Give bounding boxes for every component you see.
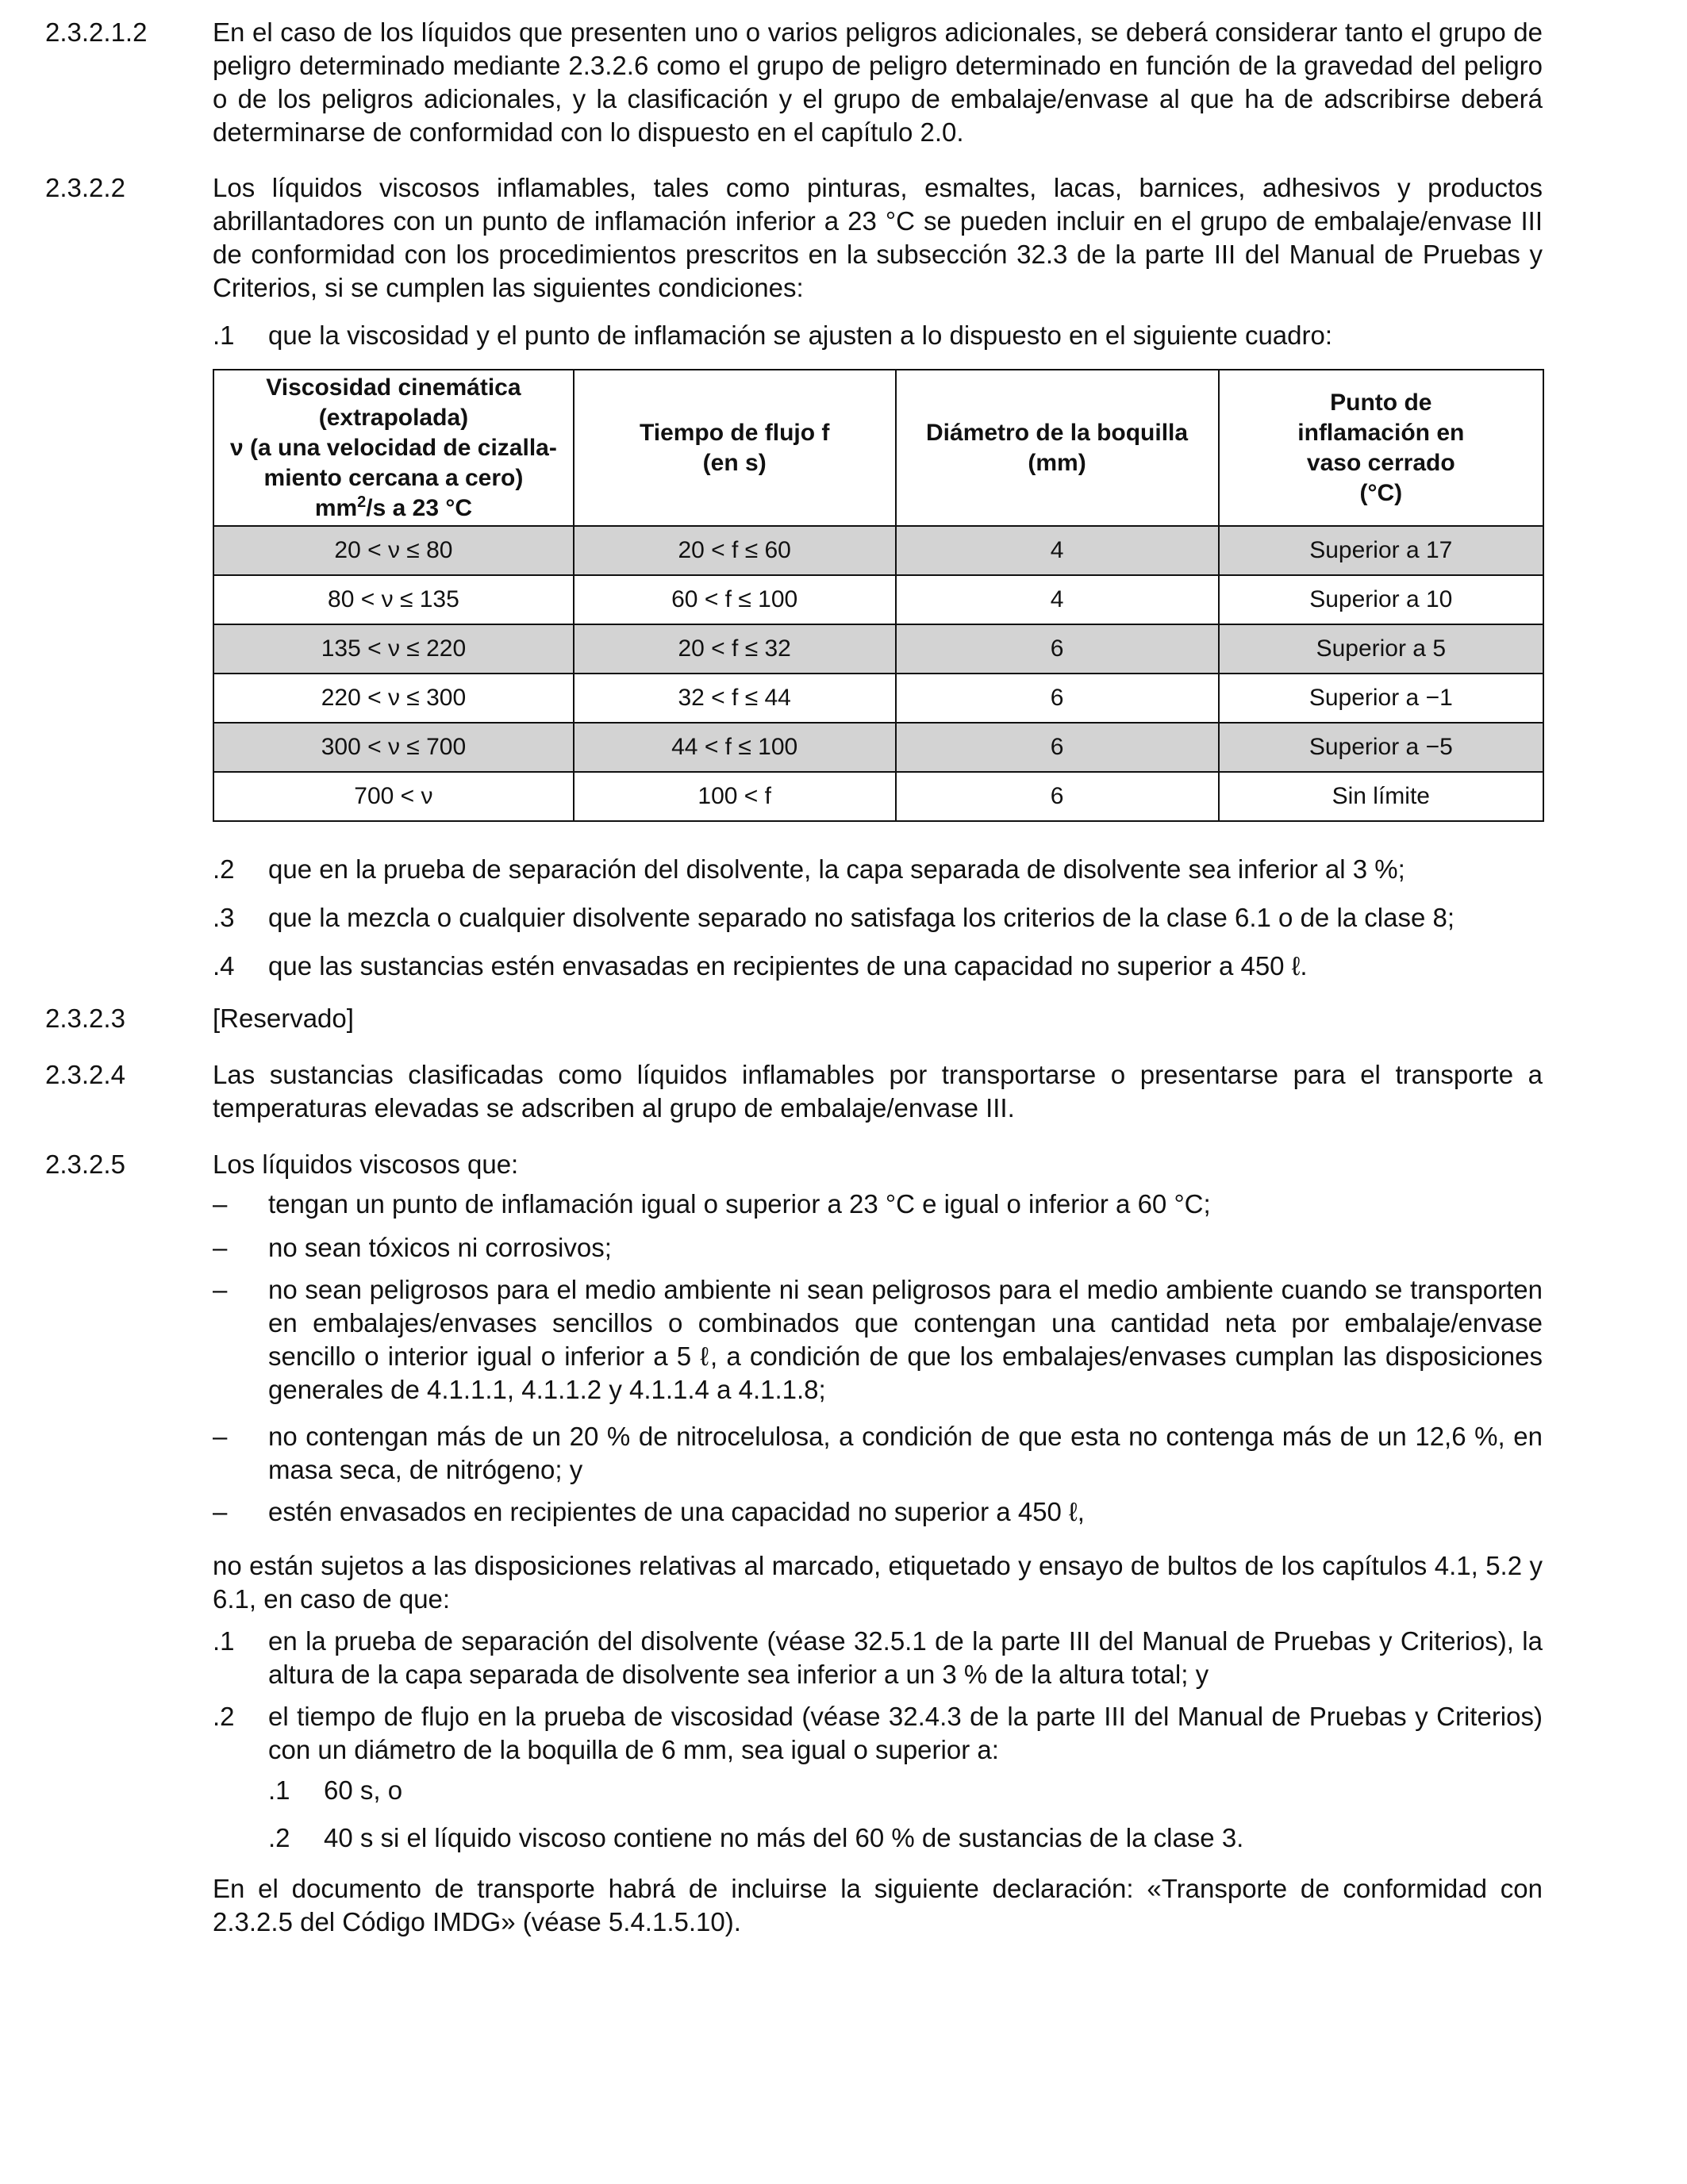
table-header-row bbox=[213, 370, 1543, 526]
table-cell: 220 < ν ≤ 300 bbox=[213, 674, 574, 723]
table-cell: 135 < ν ≤ 220 bbox=[213, 624, 574, 674]
table-cell: 44 < f ≤ 100 bbox=[574, 723, 896, 772]
header-kinematic-viscosity: Viscosidad cinemática (extrapolada) ν (a una velocidad de cizalla- miento cercana a cero) $mm^2/s$ a 23 °C bbox=[213, 370, 574, 526]
table-cell: 6 bbox=[896, 624, 1219, 674]
table-cell: 4 bbox=[896, 526, 1219, 575]
table-cell: 300 < ν ≤ 700 bbox=[213, 723, 574, 772]
section-intro: Los líquidos viscosos que: bbox=[213, 1150, 519, 1179]
table-cell: Superior a −5 bbox=[1219, 723, 1543, 772]
table-cell: Superior a −1 bbox=[1219, 674, 1543, 723]
list-marker: .4 bbox=[213, 951, 235, 981]
table-cell: Superior a 5 bbox=[1219, 624, 1543, 674]
table-cell: 20 < f ≤ 60 bbox=[574, 526, 896, 575]
dash-marker: – bbox=[213, 1189, 228, 1219]
list-marker: .2 bbox=[213, 854, 235, 884]
table-cell: 6 bbox=[896, 772, 1219, 821]
section-paragraph: no están sujetos a las disposiciones relativas al marcado, etiquetado y ensayo de bultos de los capítulos 4.1, 5.2 y 6.1, en caso de que: bbox=[213, 1551, 1543, 1614]
section-number: 2.3.2.3 bbox=[45, 1004, 125, 1033]
list-marker: .2 bbox=[213, 1702, 235, 1731]
list-marker: .1 bbox=[213, 1626, 235, 1656]
header-flow-time: Tiempo de flujo f (en s) bbox=[574, 370, 896, 526]
table-cell: 20 < f ≤ 32 bbox=[574, 624, 896, 674]
table-row bbox=[213, 624, 1543, 674]
table-cell: 80 < ν ≤ 135 bbox=[213, 575, 574, 624]
section-text: En el caso de los líquidos que presenten uno o varios peligros adicionales, se deberá considerar tanto el grupo de peligro determinado mediante 2.3.2.6 como el grupo de peligro determinado en función de la gravedad del peligro o de los peligros adicionales, y la clasificación y el grupo de embalaje/envase al que ha de adscribirse deberá determinarse de conformidad con lo dispuesto en el capítulo 2.0. bbox=[213, 17, 1543, 147]
list-text: 60 s, o bbox=[324, 1775, 403, 1805]
section-number: 2.3.2.2 bbox=[45, 173, 125, 202]
table-row bbox=[213, 575, 1543, 624]
section-text: [Reservado] bbox=[213, 1004, 354, 1033]
table-cell: Superior a 17 bbox=[1219, 526, 1543, 575]
table-cell: Sin límite bbox=[1219, 772, 1543, 821]
table-row bbox=[213, 772, 1543, 821]
list-marker: .3 bbox=[213, 903, 235, 932]
table-cell: 6 bbox=[896, 674, 1219, 723]
list-marker: .2 bbox=[268, 1823, 290, 1852]
dash-text: no sean tóxicos ni corrosivos; bbox=[268, 1233, 612, 1262]
table-cell: 6 bbox=[896, 723, 1219, 772]
table-cell: Superior a 10 bbox=[1219, 575, 1543, 624]
closing-paragraph: En el documento de transporte habrá de incluirse la siguiente declaración: «Transporte de conformidad con 2.3.2.5 del Código IMDG» (véase 5.4.1.5.10). bbox=[213, 1874, 1543, 1936]
section-number: 2.3.2.5 bbox=[45, 1150, 125, 1179]
table-row bbox=[213, 723, 1543, 772]
list-text: el tiempo de flujo en la prueba de viscosidad (véase 32.4.3 de la parte III del Manual de Pruebas y Criterios) con un diámetro de la boquilla de 6 mm, sea igual o superior a: bbox=[268, 1702, 1543, 1764]
header-flash-point: Punto de inflamación en vaso cerrado (°C) bbox=[1219, 370, 1543, 526]
dash-marker: – bbox=[213, 1422, 228, 1451]
table-cell: 32 < f ≤ 44 bbox=[574, 674, 896, 723]
section-text: Las sustancias clasificadas como líquidos inflamables por transportarse o presentarse para el transporte a temperaturas elevadas se adscriben al grupo de embalaje/envase III. bbox=[213, 1060, 1543, 1123]
header-nozzle-diameter: Diámetro de la boquilla (mm) bbox=[896, 370, 1219, 526]
table-cell: 100 < f bbox=[574, 772, 896, 821]
dash-text: tengan un punto de inflamación igual o superior a 23 °C e igual o inferior a 60 °C; bbox=[268, 1189, 1211, 1219]
dash-text: no contengan más de un 20 % de nitrocelulosa, a condición de que esta no contenga más de un 12,6 %, en masa seca, de nitrógeno; y bbox=[268, 1422, 1543, 1484]
list-text: 40 s si el líquido viscoso contiene no más del 60 % de sustancias de la clase 3. bbox=[324, 1823, 1244, 1852]
list-text: que la mezcla o cualquier disolvente separado no satisfaga los criterios de la clase 6.1 o de la clase 8; bbox=[268, 903, 1455, 932]
table-cell: 700 < ν bbox=[213, 772, 574, 821]
table-row bbox=[213, 526, 1543, 575]
dash-marker: – bbox=[213, 1275, 228, 1304]
list-text: que en la prueba de separación del disolvente, la capa separada de disolvente sea inferior al 3 %; bbox=[268, 854, 1405, 884]
list-text: en la prueba de separación del disolvente (véase 32.5.1 de la parte III del Manual de Pruebas y Criterios), la altura de la capa separada de disolvente sea inferior a un 3 % de la altura total; y bbox=[268, 1626, 1543, 1689]
table-cell: 4 bbox=[896, 575, 1219, 624]
dash-text: no sean peligrosos para el medio ambiente ni sean peligrosos para el medio ambiente cuando se transporten en embalajes/envases sencillos o combinados que contengan una cantidad neta por embalaje/envase sencillo o interior igual o inferior a 5 ℓ, a condición de que los embalajes/envases cumplan las disposiciones generales de 4.1.1.1, 4.1.1.2 y 4.1.1.4 a 4.1.1.8; bbox=[268, 1275, 1543, 1404]
dash-marker: – bbox=[213, 1497, 228, 1526]
table-cell: 60 < f ≤ 100 bbox=[574, 575, 896, 624]
list-text: que la viscosidad y el punto de inflamación se ajusten a lo dispuesto en el siguiente cuadro: bbox=[268, 320, 1333, 350]
list-text: que las sustancias estén envasadas en recipientes de una capacidad no superior a 450 ℓ. bbox=[268, 951, 1308, 981]
list-marker: .1 bbox=[268, 1775, 290, 1805]
section-text: Los líquidos viscosos inflamables, tales como pinturas, esmaltes, lacas, barnices, adhesivos y productos abrillantadores con un punto de inflamación inferior a 23 °C se pueden incluir en el grupo de embalaje/envase III de conformidad con los procedimientos prescritos en la subsección 32.3 de la parte III del Manual de Pruebas y Criterios, si se cumplen las siguientes condiciones: bbox=[213, 173, 1543, 302]
viscosity-table bbox=[213, 369, 1544, 822]
section-number: 2.3.2.4 bbox=[45, 1060, 125, 1089]
section-number: 2.3.2.1.2 bbox=[45, 17, 148, 47]
list-marker: .1 bbox=[213, 320, 235, 350]
dash-text: estén envasados en recipientes de una capacidad no superior a 450 ℓ, bbox=[268, 1497, 1085, 1526]
table-cell: 20 < ν ≤ 80 bbox=[213, 526, 574, 575]
table-row bbox=[213, 674, 1543, 723]
dash-marker: – bbox=[213, 1233, 228, 1262]
